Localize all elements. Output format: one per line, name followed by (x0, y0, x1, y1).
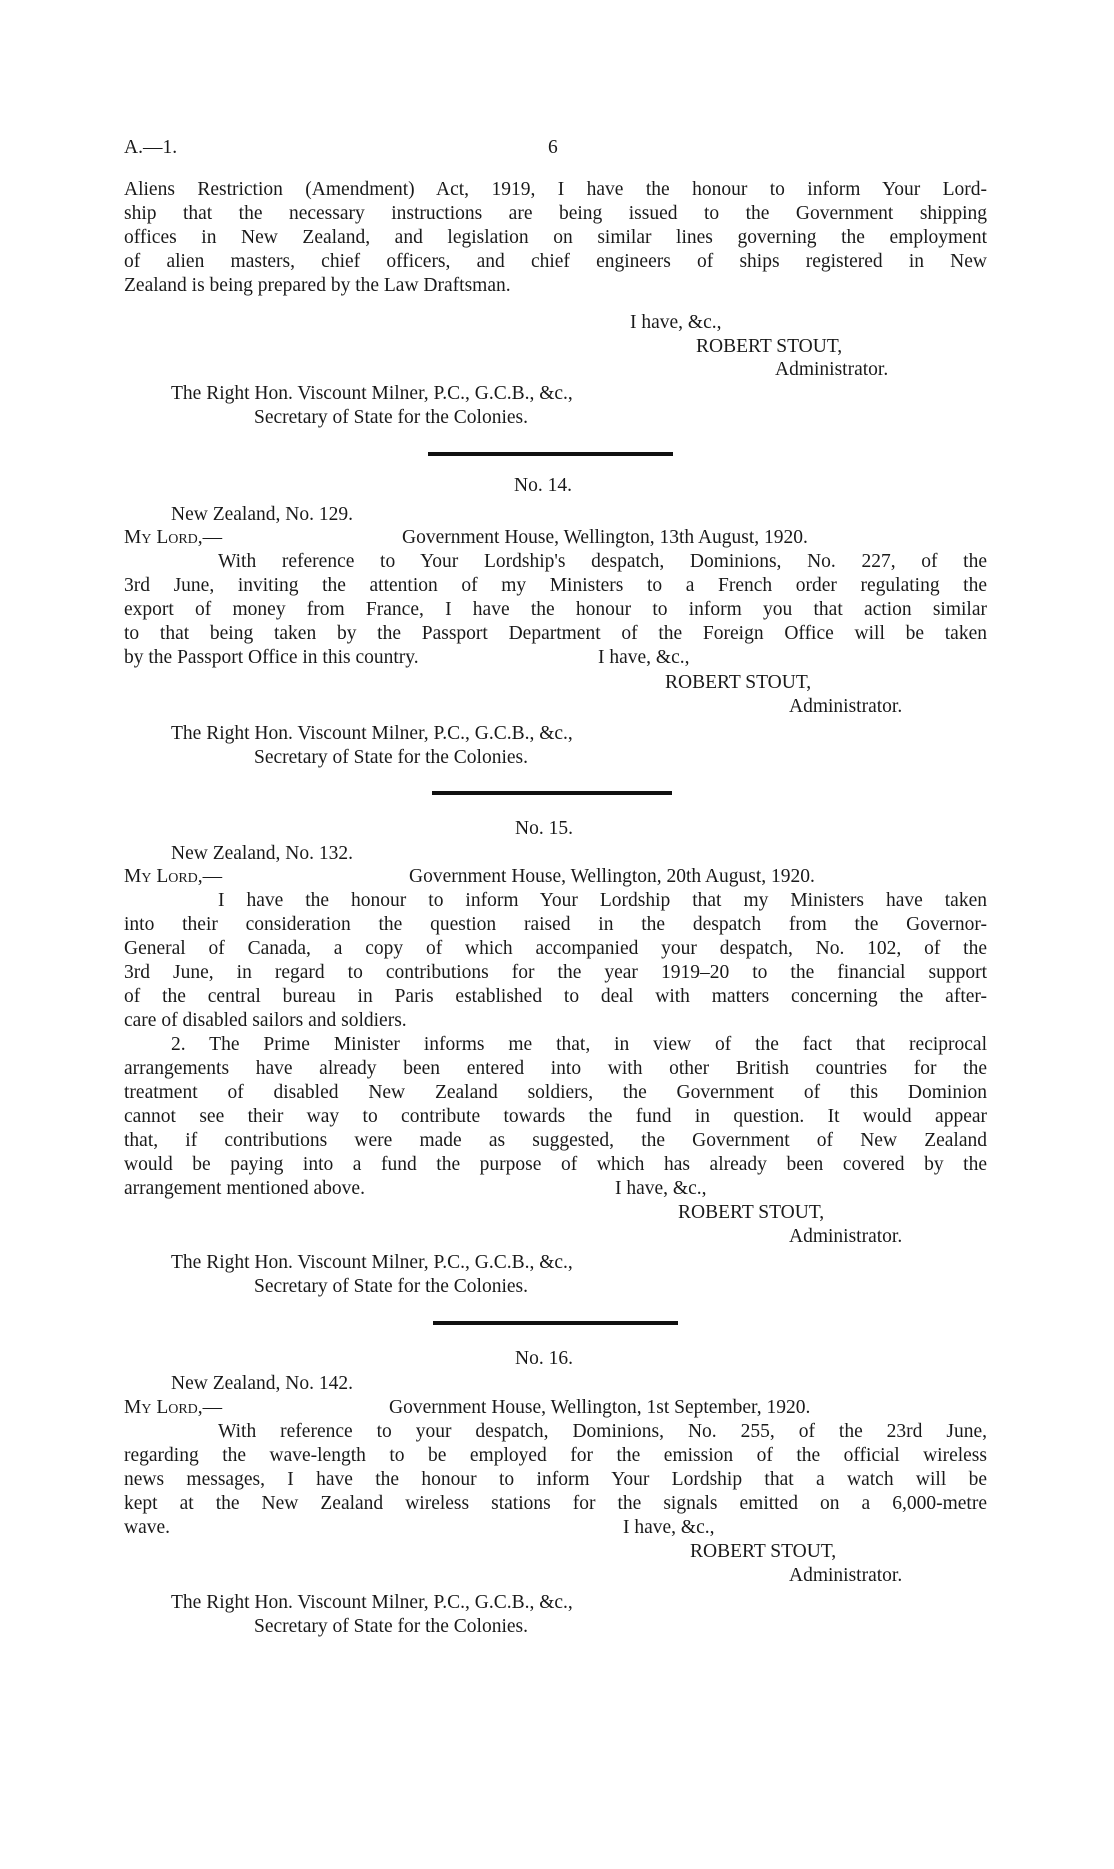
letter-signatory-title: Administrator. (789, 696, 903, 717)
letter-addressee-role: Secretary of State for the Colonies. (254, 1276, 528, 1297)
letter-line: General of Canada, a copy of which accompanied your despatch, No. 102, of the (124, 938, 987, 959)
letter-body (124, 889, 987, 1201)
page-number: 6 (548, 137, 558, 158)
letter-reference: New Zealand, No. 129. (171, 504, 353, 525)
letter-signature: ROBERT STOUT, (690, 1541, 837, 1562)
letter-signatory-title: Administrator. (789, 1226, 903, 1247)
section-divider (433, 1321, 678, 1325)
letter-line: that, if contributions were made as suggested, the Government of New Zealand (124, 1130, 987, 1151)
intro-signatory-title: Administrator. (775, 359, 889, 380)
letter-line: 2. The Prime Minister informs me that, in view of the fact that reciprocal (171, 1034, 987, 1055)
letter-line: arrangement mentioned above. (124, 1178, 365, 1199)
letter-line: to that being taken by the Passport Department of the Foreign Office will be taken (124, 623, 987, 644)
document-reference: A.—1. (124, 137, 178, 158)
intro-closing: I have, &c., (630, 312, 722, 333)
letter-reference: New Zealand, No. 142. (171, 1373, 353, 1394)
intro-line: ship that the necessary instructions are being issued to the Government shipping (124, 203, 987, 224)
letter-closing: I have, &c., (623, 1517, 715, 1538)
letter-line: news messages, I have the honour to inform Your Lordship that a watch will be (124, 1469, 987, 1490)
letter-place-date: Government House, Wellington, 1st September, 1920. (389, 1397, 811, 1418)
letter-signature: ROBERT STOUT, (678, 1202, 825, 1223)
letter-line: I have the honour to inform Your Lordship that my Ministers have taken (218, 890, 987, 911)
letter-line: 3rd June, inviting the attention of my Ministers to a French order regulating the (124, 575, 987, 596)
letter-closing: I have, &c., (598, 647, 690, 668)
letter-line: into their consideration the question raised in the despatch from the Governor- (124, 914, 987, 935)
intro-line: of alien masters, chief officers, and chief engineers of ships registered in New (124, 251, 987, 272)
letter-line: wave. (124, 1517, 171, 1538)
letter-closing: I have, &c., (615, 1178, 707, 1199)
letter-addressee: The Right Hon. Viscount Milner, P.C., G.C.B., &c., (171, 723, 573, 744)
intro-line: Aliens Restriction (Amendment) Act, 1919, I have the honour to inform Your Lord- (124, 179, 987, 200)
letter-line: arrangements have already been entered into with other British countries for the (124, 1058, 987, 1079)
letter-line: With reference to your despatch, Dominions, No. 255, of the 23rd June, (218, 1421, 987, 1442)
letter-line: With reference to Your Lordship's despatch, Dominions, No. 227, of the (218, 551, 987, 572)
letter-addressee: The Right Hon. Viscount Milner, P.C., G.C.B., &c., (171, 1252, 573, 1273)
intro-paragraph (124, 178, 987, 298)
letter-line: cannot see their way to contribute towards the fund in question. It would appear (124, 1106, 987, 1127)
letter-line: of the central bureau in Paris established to deal with matters concerning the after- (124, 986, 987, 1007)
letter-line: 3rd June, in regard to contributions for the year 1919–20 to the financial support (124, 962, 987, 983)
letter-number: No. 14. (514, 475, 572, 496)
letter-addressee-role: Secretary of State for the Colonies. (254, 747, 528, 768)
letter-place-date: Government House, Wellington, 13th August, 1920. (402, 527, 808, 548)
letter-line: regarding the wave-length to be employed for the emission of the official wireless (124, 1445, 987, 1466)
intro-line: Zealand is being prepared by the Law Draftsman. (124, 275, 511, 296)
letter-place-date: Government House, Wellington, 20th August, 1920. (409, 866, 815, 887)
letter-line: export of money from France, I have the honour to inform you that action similar (124, 599, 987, 620)
letter-salutation: My Lord,— (124, 866, 223, 887)
section-divider (428, 452, 673, 456)
letter-number: No. 15. (515, 818, 573, 839)
intro-line: offices in New Zealand, and legislation on similar lines governing the employment (124, 227, 987, 248)
letter-salutation: My Lord,— (124, 1397, 223, 1418)
letter-line: treatment of disabled New Zealand soldiers, the Government of this Dominion (124, 1082, 987, 1103)
letter-signature: ROBERT STOUT, (665, 672, 812, 693)
letter-body (124, 550, 987, 670)
letter-salutation: My Lord,— (124, 527, 223, 548)
intro-signature: ROBERT STOUT, (696, 336, 843, 357)
letter-line: care of disabled sailors and soldiers. (124, 1010, 407, 1031)
letter-number: No. 16. (515, 1348, 573, 1369)
section-divider (432, 791, 672, 795)
letter-body (124, 1420, 987, 1540)
letter-reference: New Zealand, No. 132. (171, 843, 353, 864)
letter-line: by the Passport Office in this country. (124, 647, 419, 668)
letter-line: would be paying into a fund the purpose of which has already been covered by the (124, 1154, 987, 1175)
letter-addressee: The Right Hon. Viscount Milner, P.C., G.C.B., &c., (171, 1592, 573, 1613)
letter-addressee-role: Secretary of State for the Colonies. (254, 1616, 528, 1637)
letter-signatory-title: Administrator. (789, 1565, 903, 1586)
intro-addressee-role: Secretary of State for the Colonies. (254, 407, 528, 428)
letter-line: kept at the New Zealand wireless stations for the signals emitted on a 6,000-metre (124, 1493, 987, 1514)
intro-addressee: The Right Hon. Viscount Milner, P.C., G.C.B., &c., (171, 383, 573, 404)
